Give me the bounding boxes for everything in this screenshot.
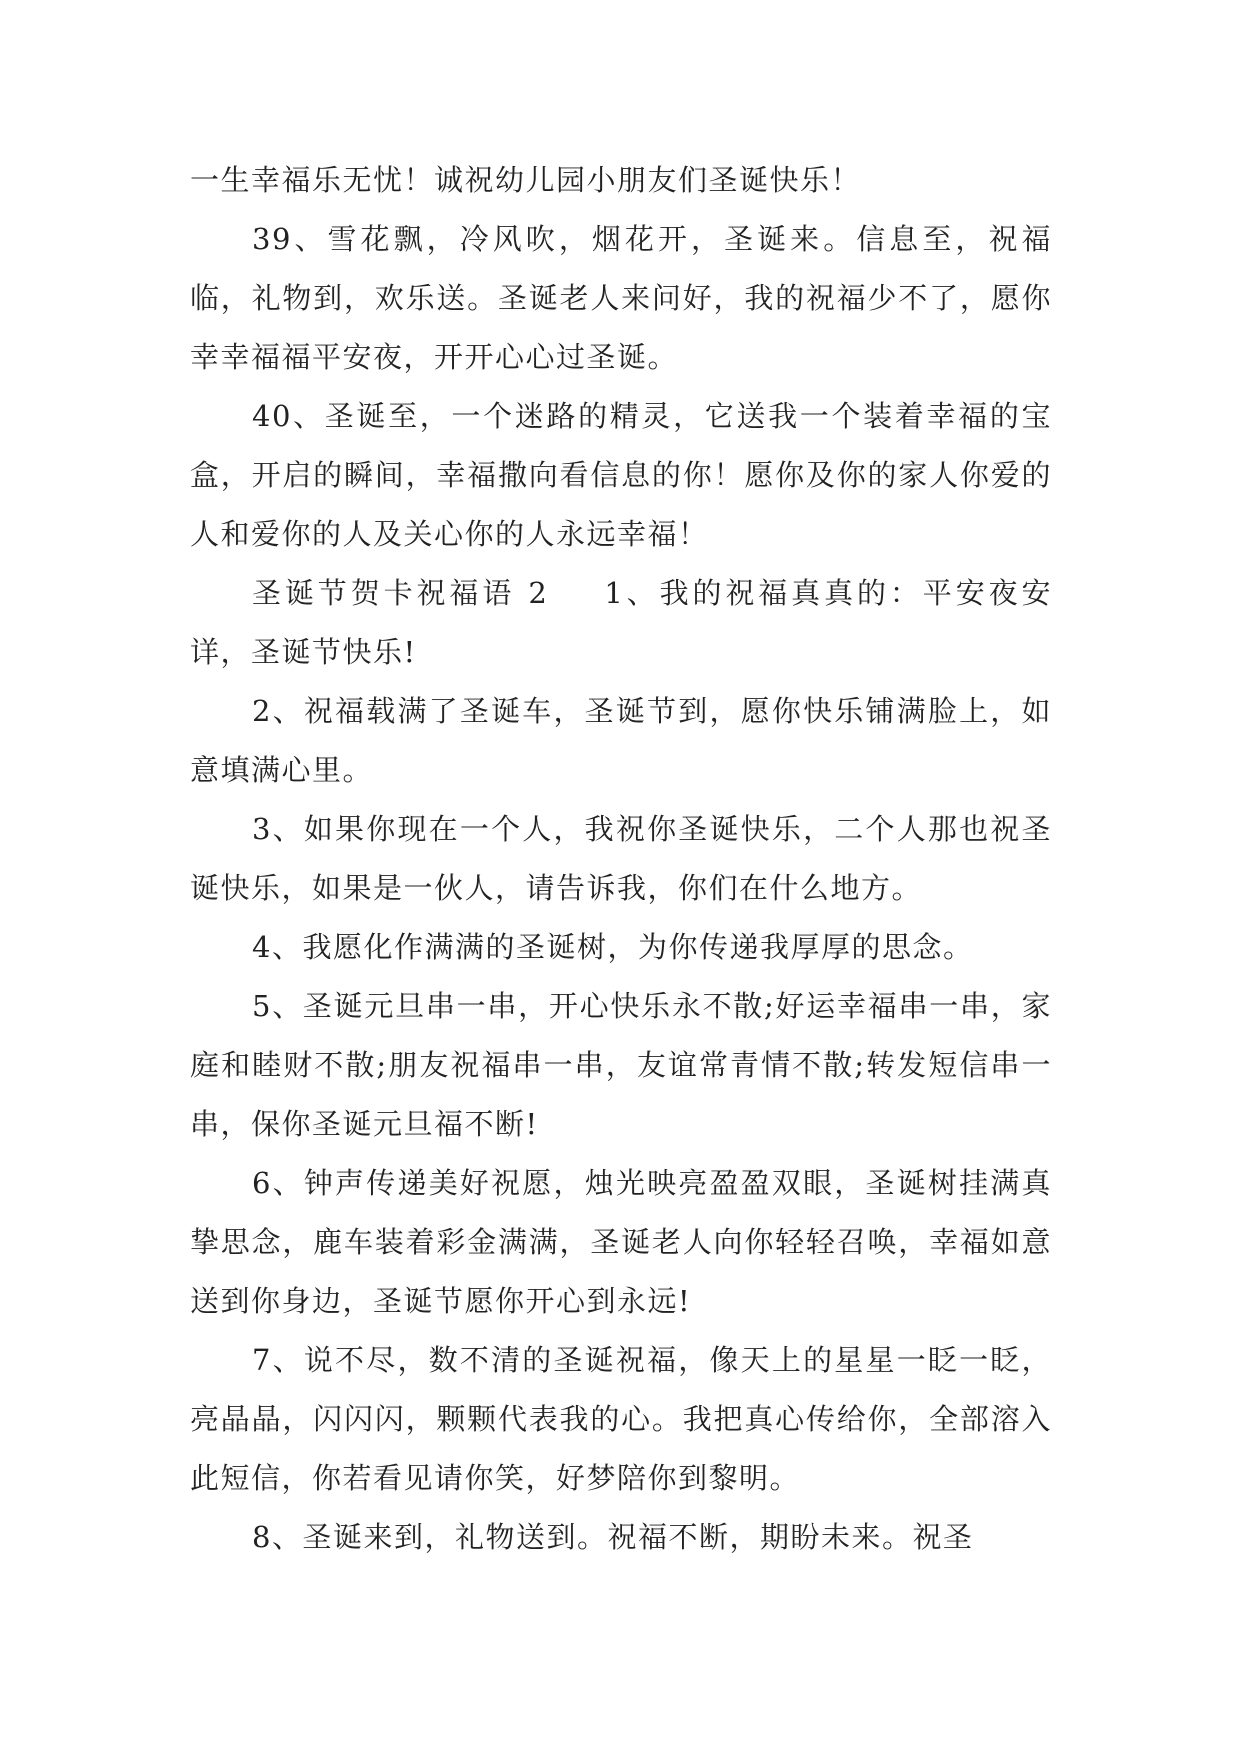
list-item: 6、钟声传递美好祝愿，烛光映亮盈盈双眼，圣诞树挂满真挚思念，鹿车装着彩金满满，圣诞老人向你轻轻召唤，幸福如意送到你身边，圣诞节愿你开心到永远! <box>190 1166 1052 1318</box>
list-item: 2、祝福载满了圣诞车，圣诞节到，愿你快乐铺满脸上，如意填满心里。 <box>190 694 1052 787</box>
section-heading: 圣诞节贺卡祝福语 2 <box>252 576 549 610</box>
list-item: 7、说不尽，数不清的圣诞祝福，像天上的星星一眨一眨，亮晶晶，闪闪闪，颗颗代表我的心。我把真心传给你，全部溶入此短信，你若看见请你笑，好梦陪你到黎明。 <box>190 1343 1052 1495</box>
list-item: 39、雪花飘，冷风吹，烟花开，圣诞来。信息至，祝福临，礼物到，欢乐送。圣诞老人来问好，我的祝福少不了，愿你幸幸福福平安夜，开开心心过圣诞。 <box>190 222 1052 374</box>
list-item: 4、我愿化作满满的圣诞树，为你传递我厚厚的思念。 <box>252 930 974 964</box>
list-item: 5、圣诞元旦串一串，开心快乐永不散;好运幸福串一串，家庭和睦财不散;朋友祝福串一串，友谊常青情不散;转发短信串一串，保你圣诞元旦福不断! <box>190 989 1052 1141</box>
list-item: 40、圣诞至，一个迷路的精灵，它送我一个装着幸福的宝盒，开启的瞬间，幸福撒向看信息的你！愿你及你的家人你爱的人和爱你的人及关心你的人永远幸福！ <box>190 399 1052 551</box>
list-item: 8、圣诞来到，礼物送到。祝福不断，期盼未来。祝圣 <box>252 1520 974 1554</box>
list-item-first: 1、我的祝福真真的：平安夜安详，圣诞节快乐! <box>190 576 1053 669</box>
continuation-text: 一生幸福乐无忧！诚祝幼儿园小朋友们圣诞快乐！ <box>190 163 862 197</box>
list-item: 3、如果你现在一个人，我祝你圣诞快乐，二个人那也祝圣诞快乐，如果是一伙人，请告诉我，你们在什么地方。 <box>190 812 1052 905</box>
document-body <box>190 151 1052 1567</box>
section-paragraph <box>190 564 1052 682</box>
